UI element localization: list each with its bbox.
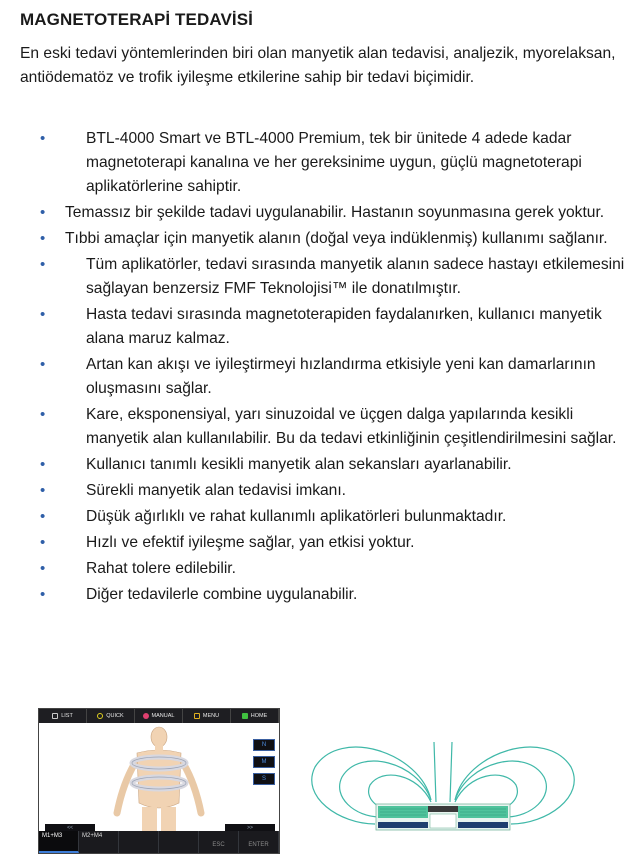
list-item: • Sürekli manyetik alan tedavisi imkanı. bbox=[20, 479, 625, 503]
feature-list bbox=[20, 127, 625, 609]
bullet-icon: • bbox=[40, 204, 46, 221]
bullet-icon: • bbox=[40, 586, 46, 603]
refresh-icon bbox=[97, 713, 103, 719]
bullet-icon: • bbox=[40, 482, 46, 499]
channel-m2-m4: M2+M4 bbox=[79, 831, 119, 853]
next-button: >> bbox=[225, 824, 275, 833]
manual-icon bbox=[143, 713, 149, 719]
bullet-icon: • bbox=[40, 356, 46, 373]
bullet-icon: • bbox=[40, 306, 46, 323]
bullet-icon: • bbox=[40, 406, 46, 423]
prev-button: << bbox=[45, 824, 95, 833]
device-screen-image bbox=[38, 708, 280, 854]
esc-button: ESC bbox=[199, 831, 239, 853]
body-figure-illustration bbox=[39, 723, 280, 833]
device-tab-home: HOME bbox=[231, 709, 279, 723]
device-tab-menu: MENU bbox=[183, 709, 231, 723]
list-item: • Tıbbi amaçlar için manyetik alanın (doğal veya indüklenmiş) kullanımı sağlanır. bbox=[20, 227, 625, 251]
list-item: • Kare, eksponensiyal, yarı sinuzoidal ve üçgen dalga yapılarında kesikli manyetik alan kullanılabilir. Bu da tedavi etkinliğinin çeşitlendirilmesini sağlar. bbox=[20, 403, 625, 451]
home-icon bbox=[242, 713, 248, 719]
device-bottom-bar bbox=[39, 831, 279, 853]
mode-button-m: M bbox=[253, 756, 275, 768]
bullet-icon: • bbox=[40, 230, 46, 247]
mode-button-n: N bbox=[253, 739, 275, 751]
empty-cell bbox=[119, 831, 159, 853]
bullet-icon: • bbox=[40, 508, 46, 525]
list-item: • Temassız bir şekilde tadavi uygulanabilir. Hastanın soyunmasına gerek yoktur. bbox=[20, 201, 625, 225]
bullet-icon: • bbox=[40, 256, 46, 273]
bullet-icon: • bbox=[40, 456, 46, 473]
list-item: • Tüm aplikatörler, tedavi sırasında manyetik alanın sadece hastayı etkilemesini sağlayan benzersiz FMF Teknolojisi™ ile donatılmıştır. bbox=[20, 253, 625, 301]
list-item: • Düşük ağırlıklı ve rahat kullanımlı aplikatörleri bulunmaktadır. bbox=[20, 505, 625, 529]
list-item: • BTL-4000 Smart ve BTL-4000 Premium, tek bir ünitede 4 adede kadar magnetoterapi kanalına ve her gereksinime uygun, güçlü magnetoterapi aplikatörlerine sahiptir. bbox=[20, 127, 625, 199]
mode-button-s: S bbox=[253, 773, 275, 785]
device-tab-list: LIST bbox=[39, 709, 87, 723]
page-title: MAGNETOTERAPİ TEDAVİSİ bbox=[20, 10, 253, 29]
intro-paragraph: En eski tedavi yöntemlerinden biri olan manyetik alan tedavisi, analjezik, myorelaksan, antiödematöz ve trofik iyileşme etkilerine sahip bir tedavi biçimidir. bbox=[20, 45, 616, 86]
enter-button: ENTER bbox=[239, 831, 279, 853]
list-item: • Rahat tolere edilebilir. bbox=[20, 557, 625, 581]
bullet-icon: • bbox=[40, 560, 46, 577]
folder-icon bbox=[194, 713, 200, 719]
empty-cell bbox=[159, 831, 199, 853]
device-tab-manual: MANUAL bbox=[135, 709, 183, 723]
device-top-bar bbox=[39, 709, 279, 723]
device-tab-quick: QUICK bbox=[87, 709, 135, 723]
device-body bbox=[39, 723, 279, 833]
channel-m1-m3: M1+M3 bbox=[39, 831, 79, 853]
list-item: • Kullanıcı tanımlı kesikli manyetik alan sekansları ayarlanabilir. bbox=[20, 453, 625, 477]
list-icon bbox=[52, 713, 58, 719]
list-item: • Artan kan akışı ve iyileştirmeyi hızlandırma etkisiyle yeni kan damarlarının oluşmasını sağlar. bbox=[20, 353, 625, 401]
list-item: • Hasta tedavi sırasında magnetoterapiden faydalanırken, kullanıcı manyetik alana maruz kalmaz. bbox=[20, 303, 625, 351]
list-item: • Diğer tedavilerle combine uygulanabilir. bbox=[20, 583, 625, 607]
bullet-icon: • bbox=[40, 534, 46, 551]
bullet-icon: • bbox=[40, 130, 46, 147]
magnetic-field-illustration bbox=[300, 722, 586, 842]
list-item: • Hızlı ve efektif iyileşme sağlar, yan etkisi yoktur. bbox=[20, 531, 625, 555]
